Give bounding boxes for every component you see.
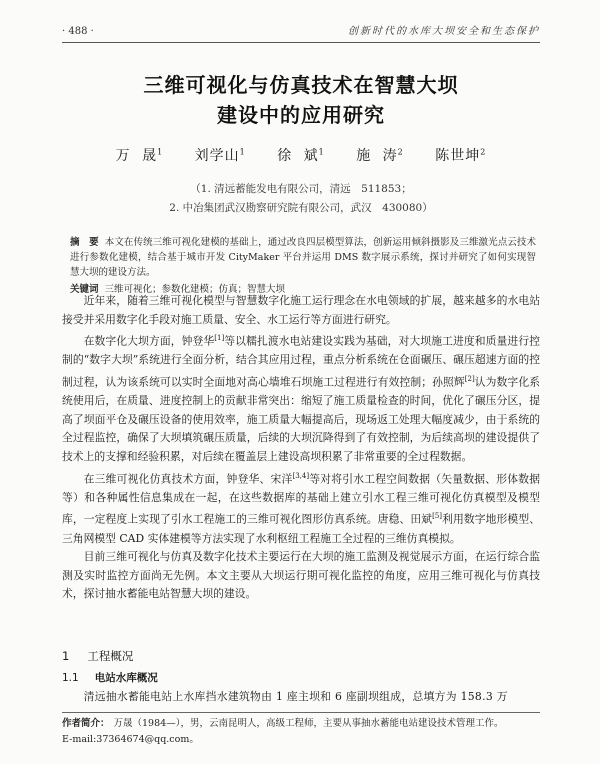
subsection-number: 1.1 bbox=[62, 672, 79, 684]
affiliation-line-2: 2. 中冶集团武汉勘察研究院有限公司，武汉 430080） bbox=[169, 202, 433, 214]
paper-title bbox=[62, 70, 540, 130]
title-line-1: 三维可视化与仿真技术在智慧大坝 bbox=[143, 73, 459, 97]
citation: [1] bbox=[214, 334, 225, 343]
affiliation-line-1: （1. 清远蓄能发电有限公司，清远 511853； bbox=[190, 183, 412, 195]
citation: [3,4] bbox=[292, 471, 310, 480]
keywords-text: 三维可视化；参数化建模；仿真；智慧大坝 bbox=[104, 284, 286, 295]
subsection-heading bbox=[62, 669, 540, 687]
author: 陈世坤$^2$ bbox=[435, 147, 487, 164]
author: 徐 斌$^1$ bbox=[277, 147, 325, 164]
keywords-label: 关键词 bbox=[70, 284, 99, 295]
author: 刘学山$^1$ bbox=[194, 147, 246, 164]
author-list bbox=[62, 142, 540, 166]
paragraph: 在三维可视化仿真技术方面，钟登华、宋洋[3,4]等对将引水工程空间数据（矢量数据、形体数据等）和各种属性信息集成在一起，在这些数据库的基础上建立引水工程三维可视化仿真模型及模型库，一定程度上实现了引水工程施工的三维可视化图形仿真系统。唐稳、田斌[5]利用数字地形模型、三角网模型 CAD 实体建模等方法实现了水利枢纽工程施工全过程的三维仿真模拟。 bbox=[62, 471, 541, 545]
author: 万 晟$^1$ bbox=[115, 147, 164, 164]
running-header bbox=[62, 24, 540, 40]
paragraph: 近年来，随着三维可视化模型与智慧数字化施工运行理念在水电领域的扩展，越来越多的水电站接受并采用数字化手段对施工质量、安全、水工运行等方面进行研究。 bbox=[62, 294, 540, 326]
abstract-block bbox=[70, 235, 536, 299]
body-text bbox=[62, 292, 540, 604]
author: 施 涛$^2$ bbox=[356, 147, 404, 164]
section-heading bbox=[62, 647, 540, 665]
abstract-text: 本文在传统三维可视化建模的基础上，通过改良四层模型算法，创新运用倾斜摄影及三维激光点云技术进行参数化建模，结合基于城市开发 CityMaker 平台并运用 DMS 数字展示系统，探讨并研究了如何实现智慧大坝的建设方法。 bbox=[70, 237, 536, 278]
footnote-line-1: 万晟（1984—），男，云南昆明人，高级工程师，主要从事抽水蓄能电站建设技术管理工作。 bbox=[113, 718, 504, 729]
abstract-label: 摘 要 bbox=[70, 237, 99, 248]
paragraph: 在数字化大坝方面，钟登华[1]等以糯扎渡水电站建设实践为基础，对大坝施工进度和质量进行控制的“数字大坝”系统进行全面分析，结合其应用过程，重点分析系统在仓面碾压、碾压超速方面的控制过程，认为该系统可以实时全面地对高心墙堆石坝施工过程进行有效控制；孙照辉[2]认为数字化系统使用后，在质量、进度控制上的贡献非常突出：缩短了施工质量检查的时间，优化了碾压分区，提高了坝面平仓及碾压设备的使用效率，施工质量大幅提高后，现场返工处理大幅度减少，由于系统的全过程监控，确保了大坝填筑碾压质量，后续的大坝沉降得到了有效控制，为后续高坝的建设提供了技术上的支撑和经验积累，对后续在覆盖层上建设高坝积累了非常重要的全过程数据。 bbox=[62, 334, 541, 463]
title-line-2: 建设中的应用研究 bbox=[217, 103, 385, 127]
author-footnote bbox=[62, 716, 540, 748]
citation: [5] bbox=[432, 512, 443, 521]
section-number: 1 bbox=[62, 649, 70, 663]
footnote-line-2: E-mail:37364674@qq.com。 bbox=[62, 734, 199, 745]
header-rule bbox=[62, 42, 540, 43]
page-number: · 488 · bbox=[62, 26, 94, 37]
subsection-text: 清远抽水蓄能电站上水库挡水建筑物由 1 座主坝和 6 座副坝组成，总填方为 158.3 万 bbox=[83, 690, 508, 703]
footnote-label: 作者简介： bbox=[62, 718, 110, 729]
citation: [2] bbox=[464, 374, 475, 383]
journal-name: 创新时代的水库大坝安全和生态保护 bbox=[348, 26, 540, 37]
footnote-rule bbox=[62, 712, 540, 713]
abstract bbox=[70, 235, 536, 280]
section-title: 工程概况 bbox=[87, 649, 134, 663]
subsection-title: 电站水库概况 bbox=[94, 672, 158, 684]
paragraph: 目前三维可视化与仿真及数字化技术主要运行在大坝的施工监测及视觉展示方面，在运行综合监测及实时监控方面尚无先例。本文主要从大坝运行期可视化监控的角度，应用三维可视化与仿真技术，探讨抽水蓄能电站智慧大坝的建设。 bbox=[62, 550, 540, 601]
affiliations bbox=[62, 180, 540, 218]
